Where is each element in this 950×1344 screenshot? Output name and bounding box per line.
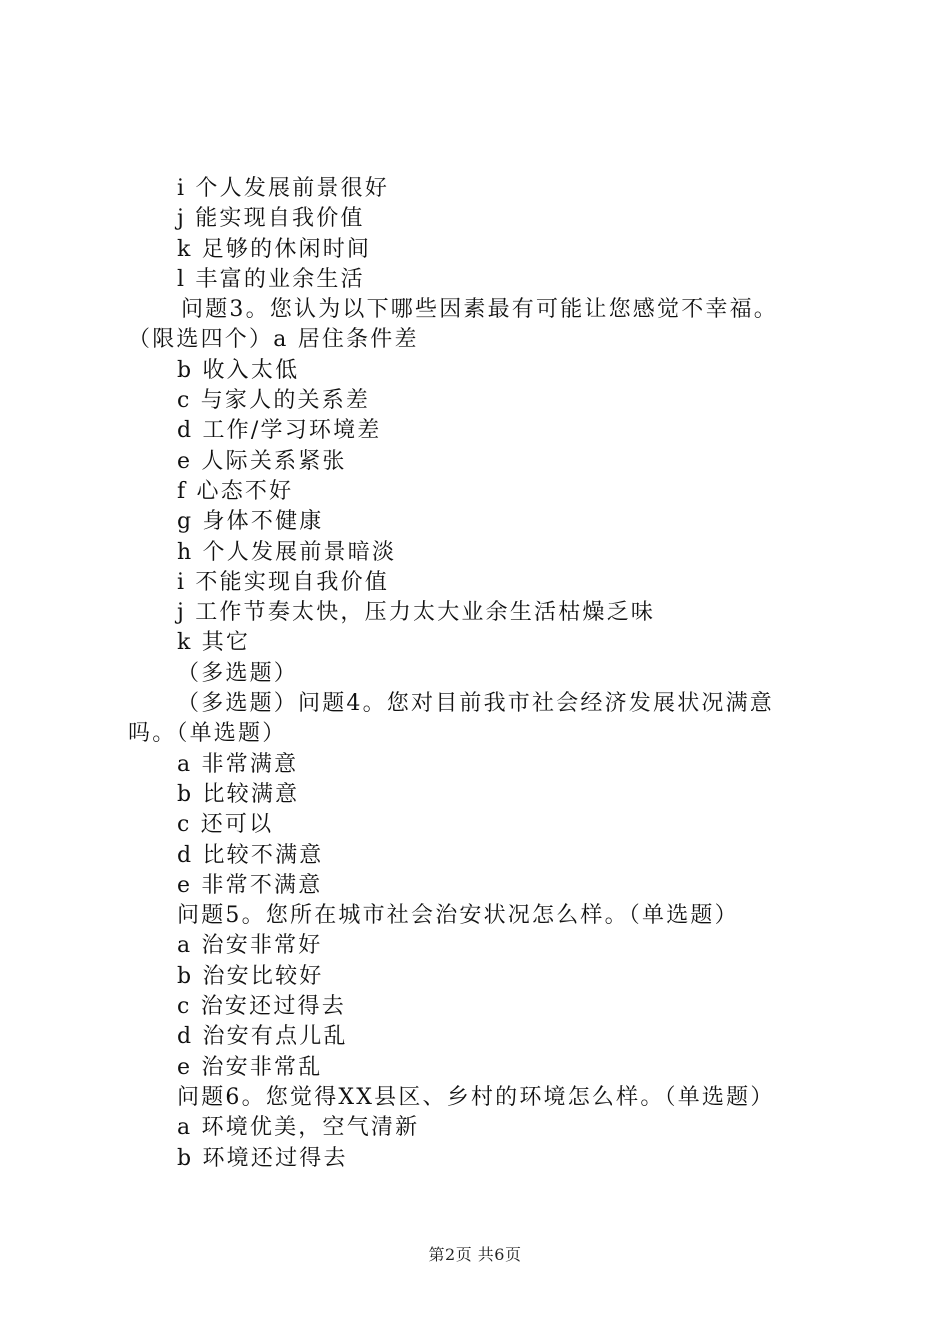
text-line: l 丰富的业余生活 [177, 266, 365, 292]
text-line: f 心态不好 [177, 478, 294, 504]
text-line: 吗。（单选题） [128, 721, 287, 747]
text-line: c 与家人的关系差 [177, 388, 371, 414]
text-line: e 治安非常乱 [177, 1054, 323, 1080]
text-line: a 环境优美，空气清新 [177, 1115, 420, 1141]
text-line: （限选四个）a 居住条件差 [128, 327, 419, 353]
page-footer: 第2页 共6页 [428, 1245, 522, 1264]
text-line: i 个人发展前景很好 [177, 176, 390, 201]
text-line: k 其它 [177, 630, 251, 656]
text-line: （多选题） [177, 660, 299, 686]
text-line: d 比较不满意 [177, 842, 324, 868]
text-line: i 不能实现自我价值 [177, 569, 390, 595]
text-line: （多选题）问题4。您对目前我市社会经济发展状况满意 [177, 691, 774, 717]
text-line: d 治安有点儿乱 [177, 1024, 348, 1050]
text-line: 问题5。您所在城市社会治安状况怎么样。（单选题） [177, 903, 739, 929]
text-line: g 身体不健康 [177, 509, 324, 535]
text-line: b 收入太低 [177, 357, 300, 383]
text-line: c 还可以 [177, 812, 274, 838]
text-line: j 能实现自我价值 [177, 206, 365, 232]
text-line: e 非常不满意 [177, 872, 323, 898]
text-line: h 个人发展前景暗淡 [177, 539, 397, 565]
text-line: a 非常满意 [177, 751, 299, 777]
text-line: 问题6。您觉得XX县区、乡村的环境怎么样。（单选题） [177, 1084, 775, 1110]
text-line: b 治安比较好 [177, 963, 324, 989]
text-line: e 人际关系紧张 [177, 448, 347, 474]
text-line: d 工作/学习环境差 [177, 418, 382, 444]
text-line: k 足够的休闲时间 [177, 236, 372, 262]
text-line: a 治安非常好 [177, 933, 323, 959]
text-line: b 环境还过得去 [177, 1145, 348, 1171]
text-line: 问题3。您认为以下哪些因素最有可能让您感觉不幸福。 [181, 297, 778, 323]
text-line: j 工作节奏太快，压力太大业余生活枯燥乏味 [177, 600, 656, 626]
text-line: b 比较满意 [177, 781, 300, 807]
document-body [128, 174, 848, 1174]
text-line: c 治安还过得去 [177, 994, 346, 1020]
